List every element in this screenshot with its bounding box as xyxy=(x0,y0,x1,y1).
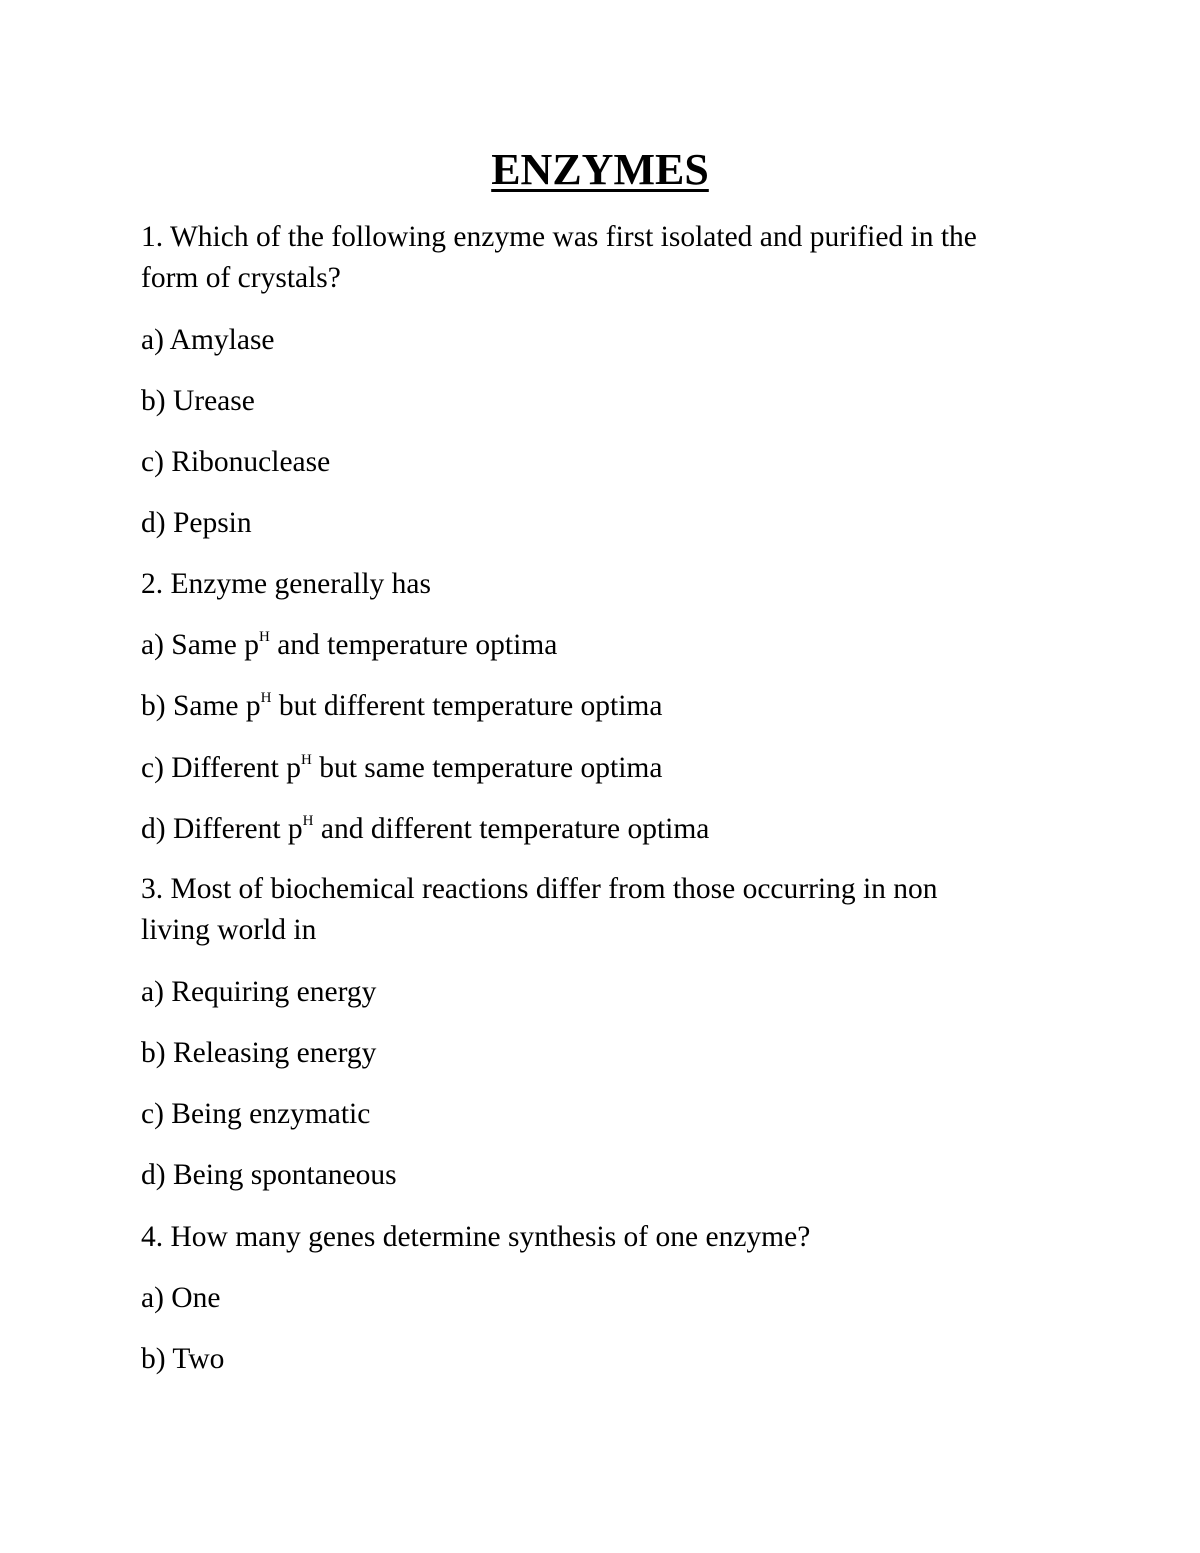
question-2-option-d xyxy=(141,809,709,849)
question-4-text: 4. How many genes determine synthesis of one enzyme? xyxy=(141,1221,811,1253)
option-text: but different temperature optima xyxy=(271,690,663,722)
ph-superscript: H xyxy=(302,813,314,829)
option-text: but same temperature optima xyxy=(311,752,663,784)
ph-superscript: H xyxy=(258,629,270,645)
page-title: ENZYMES xyxy=(491,145,709,194)
question-3-option-c: c) Being enzymatic xyxy=(141,1098,371,1130)
option-text: and different temperature optima xyxy=(313,813,710,845)
question-2-option-a xyxy=(141,625,557,665)
option-text: b) Same p xyxy=(141,690,261,722)
ph-superscript: H xyxy=(301,752,312,768)
question-4-option-a: a) One xyxy=(141,1282,221,1314)
option-text: c) Different p xyxy=(141,752,301,784)
question-3-option-d: d) Being spontaneous xyxy=(141,1159,397,1191)
ph-superscript: H xyxy=(260,690,272,706)
question-3-line-2: living world in xyxy=(141,914,317,946)
question-1-option-b: b) Urease xyxy=(141,385,255,417)
question-3-option-a: a) Requiring energy xyxy=(141,976,377,1008)
question-4-option-b: b) Two xyxy=(141,1343,225,1375)
question-2-option-c xyxy=(141,748,662,788)
question-3-option-b: b) Releasing energy xyxy=(141,1037,377,1069)
option-text: d) Different p xyxy=(141,813,303,845)
question-1-line-1: 1. Which of the following enzyme was first isolated and purified in the xyxy=(141,221,977,253)
question-2-option-b xyxy=(141,686,662,726)
option-text: and temperature optima xyxy=(269,629,558,661)
question-2-text: 2. Enzyme generally has xyxy=(141,568,431,600)
question-3-line-1: 3. Most of biochemical reactions differ from those occurring in non xyxy=(141,873,938,905)
question-1-option-d: d) Pepsin xyxy=(141,507,252,539)
question-1-line-2: form of crystals? xyxy=(141,262,341,294)
option-text: a) Same p xyxy=(141,629,259,661)
question-1-option-c: c) Ribonuclease xyxy=(141,446,331,478)
question-1-option-a: a) Amylase xyxy=(141,324,275,356)
